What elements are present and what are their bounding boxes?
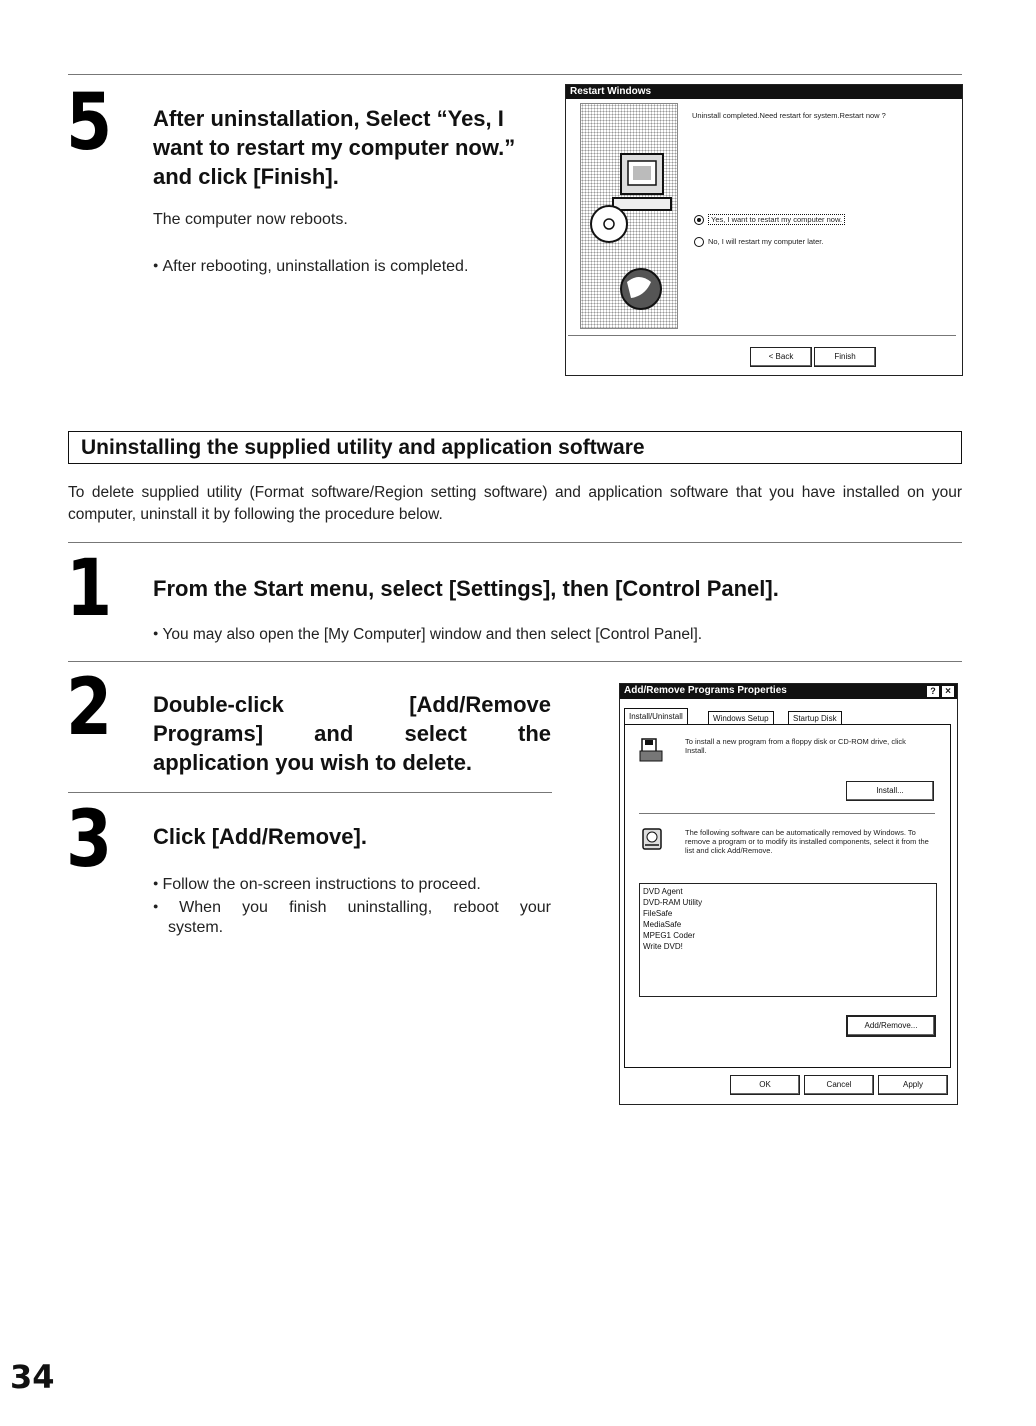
install-button[interactable]: Install... [846, 781, 934, 801]
list-item[interactable]: DVD Agent [643, 887, 683, 896]
step-5-number: 5 [66, 78, 113, 168]
step-5-bullet: ● After rebooting, uninstallation is completed. [153, 254, 553, 278]
list-item[interactable]: Write DVD! [643, 942, 683, 951]
section-title-box [68, 431, 962, 464]
step-1-heading: From the Start menu, select [Settings], then [Control Panel]. [153, 576, 779, 601]
cancel-button[interactable]: Cancel [804, 1075, 874, 1095]
list-item[interactable]: MediaSafe [643, 920, 682, 929]
section-title: Uninstalling the supplied utility and application software [81, 436, 645, 459]
list-item[interactable]: DVD-RAM Utility [643, 898, 703, 907]
step-2-heading-line3: application you wish to delete. [153, 750, 473, 775]
step-2-heading-line1: Double-click [Add/Remove [153, 692, 551, 717]
apply-button[interactable]: Apply [878, 1075, 948, 1095]
radio-unselected-icon [694, 237, 704, 247]
step-1-bullet: ● You may also open the [My Computer] window and then select [Control Panel]. [153, 622, 953, 646]
help-icon[interactable]: ? [926, 685, 940, 698]
restart-no-label: No, I will restart my computer later. [708, 237, 824, 246]
restart-windows-dialog [565, 84, 963, 376]
page-number: 34 [10, 1358, 55, 1396]
step-3-bullet-2: ● When you finish uninstalling, reboot your [153, 895, 551, 919]
add-remove-programs-dialog [619, 683, 958, 1105]
tab-startup-disk[interactable]: Startup Disk [788, 711, 842, 725]
remove-instructions: The following software can be automatically removed by Windows. To remove a program or to modify its installed components, select it from the list and click Add/Remove. [685, 828, 929, 855]
list-item[interactable]: FileSafe [643, 909, 673, 918]
tab-windows-setup[interactable]: Windows Setup [708, 711, 774, 725]
panel-divider [639, 813, 935, 814]
restart-dialog-divider [568, 335, 956, 336]
step-2-number: 2 [66, 663, 113, 753]
restart-dialog-title: Restart Windows [566, 85, 962, 99]
addremove-titlebar [620, 684, 957, 699]
list-item[interactable]: MPEG1 Coder [643, 931, 696, 940]
step-1-number: 1 [66, 544, 113, 634]
add-remove-button[interactable]: Add/Remove... [846, 1015, 936, 1037]
install-instructions: To install a new program from a floppy disk or CD-ROM drive, click Install. [685, 737, 906, 755]
restart-yes-label: Yes, I want to restart my computer now. [708, 214, 845, 225]
restart-yes-option[interactable] [694, 213, 954, 227]
setup-artwork-panel [580, 103, 678, 329]
install-disk-icon [639, 737, 663, 763]
step-1-rule [68, 542, 962, 543]
step-5-heading: After uninstallation, Select “Yes, I want to restart my computer now.” and click [Finish]. [153, 106, 516, 189]
close-icon[interactable]: × [941, 685, 955, 698]
computer-disc-icon [581, 104, 677, 328]
radio-selected-icon [694, 215, 704, 225]
step-3-bullet-1: ● Follow the on-screen instructions to proceed. [153, 872, 551, 896]
step-3-number: 3 [66, 795, 113, 885]
uninstall-program-icon [639, 825, 665, 853]
step-2-rule [68, 661, 962, 662]
ok-button[interactable]: OK [730, 1075, 800, 1095]
back-button[interactable]: < Back [750, 347, 812, 367]
finish-button[interactable]: Finish [814, 347, 876, 367]
tab-install-uninstall[interactable]: Install/Uninstall [624, 708, 688, 725]
install-uninstall-panel [624, 724, 951, 1068]
section-intro: To delete supplied utility (Format software/Region setting software) and application software that you have installed on your computer, uninstall it by following the procedure below. [68, 484, 962, 523]
restart-message: Uninstall completed.Need restart for system.Restart now ? [692, 111, 886, 120]
step-3-bullet-2-cont: system. [168, 919, 224, 936]
top-rule [68, 74, 962, 75]
restart-no-option[interactable] [694, 235, 954, 249]
step-5-text: The computer now reboots. [153, 211, 348, 228]
addremove-dialog-title: Add/Remove Programs Properties [624, 685, 787, 696]
installed-programs-list[interactable] [639, 883, 937, 997]
step-2-heading-line2: Programs] and select the [153, 721, 551, 746]
step-3-rule [68, 792, 552, 793]
step-3-heading: Click [Add/Remove]. [153, 824, 367, 849]
